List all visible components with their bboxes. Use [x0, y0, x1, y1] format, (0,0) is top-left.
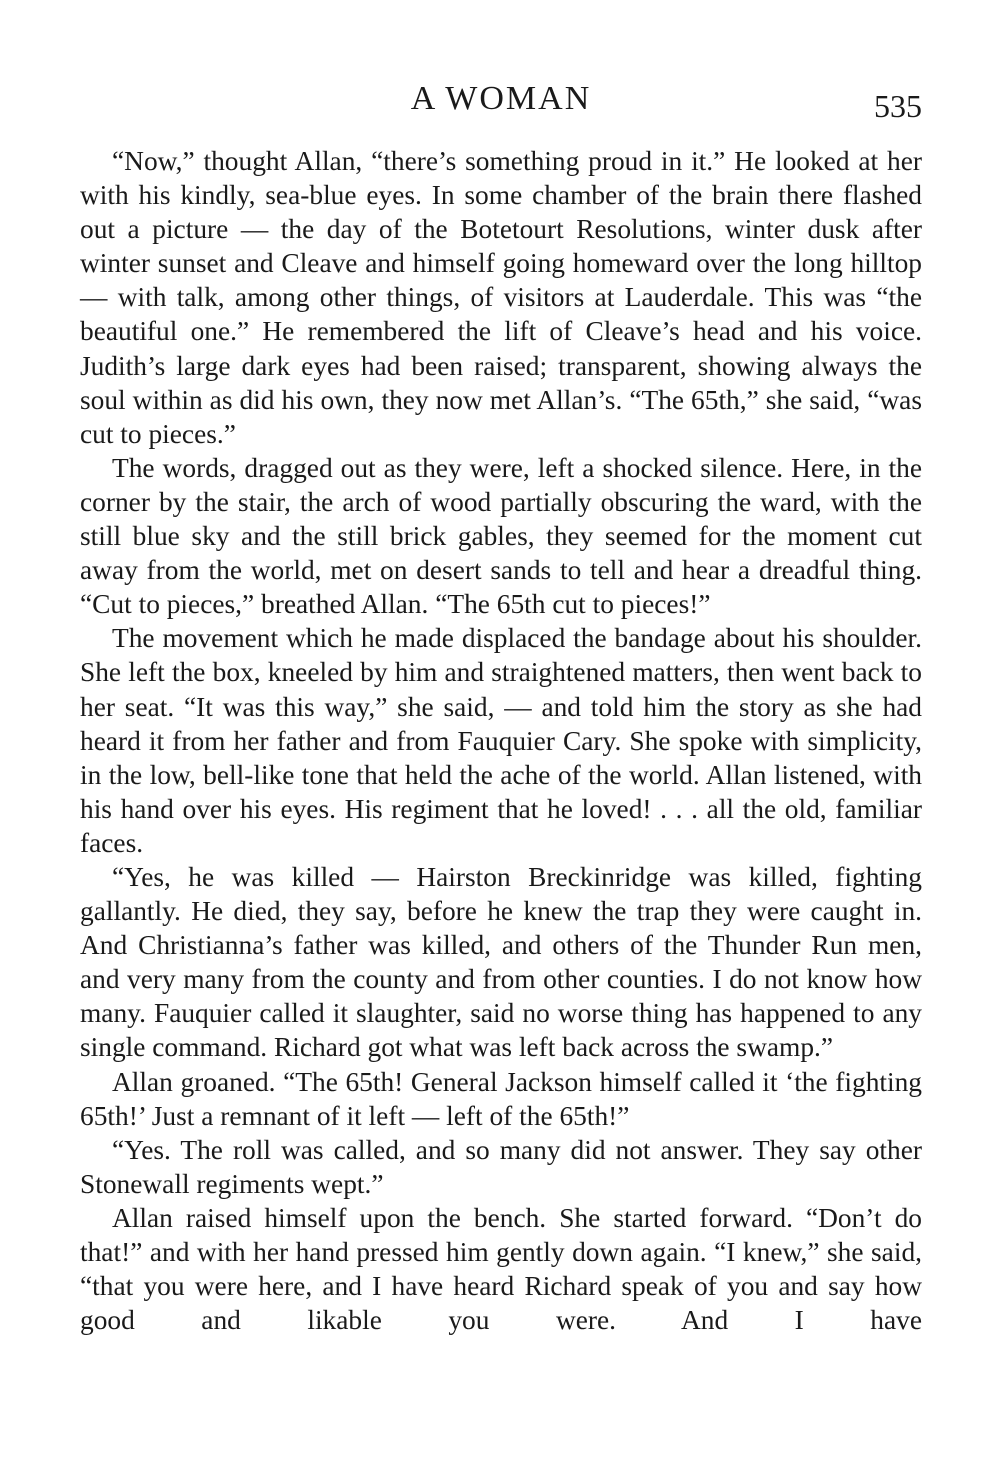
paragraph: Allan raised himself upon the bench. She started forward. “Don’t do that!” and with her hand pressed him gently down again. “I knew,” she said, “that you were here, and I have heard Richard speak of you and say how good and likable you were. And I have — [80, 1202, 922, 1336]
page-number: 535 — [874, 88, 922, 124]
running-head — [80, 80, 922, 124]
body-text — [80, 144, 922, 1337]
paragraph: The movement which he made displaced the bandage about his shoulder. She left the box, kneeled by him and straightened matters, then went back to her seat. “It was this way,” she said, — and told him the story as she had heard it from her father and from Fauquier Cary. She spoke with simplicity, in the low, bell-like tone that held the ache of the world. Allan listened, with his hand over his eyes. His regiment that he loved! . . . all the old, familiar faces. — [80, 623, 922, 858]
paragraph: “Yes, he was killed — Hairston Breckinridge was killed, fighting gallantly. He died, they say, before he knew the trap they were caught in. And Christianna’s father was killed, and others of the Thunder Run men, and very many from the county and from other counties. I do not know how many. Fauquier called it slaughter, said no worse thing has happened to any single command. Richard got what was left back across the swamp.” — [80, 861, 922, 1063]
paragraph: “Yes. The roll was called, and so many did not answer. They say other Stonewall regiments wept.” — [80, 1134, 922, 1199]
paragraph: The words, dragged out as they were, left a shocked silence. Here, in the corner by the stair, the arch of wood partially obscuring the ward, with the still blue sky and the still brick gables, they seemed for the moment cut away from the world, met on desert sands to tell and hear a dreadful thing. “Cut to pieces,” breathed Allan. “The 65th cut to pieces!” — [80, 452, 922, 620]
paragraph: Allan groaned. “The 65th! General Jackson himself called it ‘the fighting 65th!’ Just a remnant of it left — left of the 65th!” — [80, 1066, 922, 1131]
paragraph: “Now,” thought Allan, “there’s something proud in it.” He looked at her with his kindly, sea-blue eyes. In some chamber of the brain there flashed out a picture — the day of the Botetourt Resolutions, winter dusk after winter sunset and Cleave and himself going homeward over the long hilltop — with talk, among other things, of visitors at Lauderdale. This was “the beautiful one.” He remembered the lift of Cleave’s head and his voice. Judith’s large dark eyes had been raised; transparent, showing always the soul within as did his own, they now met Allan’s. “The 65th,” she said, “was cut to pieces.” — [80, 146, 922, 449]
running-title: A WOMAN — [410, 80, 592, 117]
